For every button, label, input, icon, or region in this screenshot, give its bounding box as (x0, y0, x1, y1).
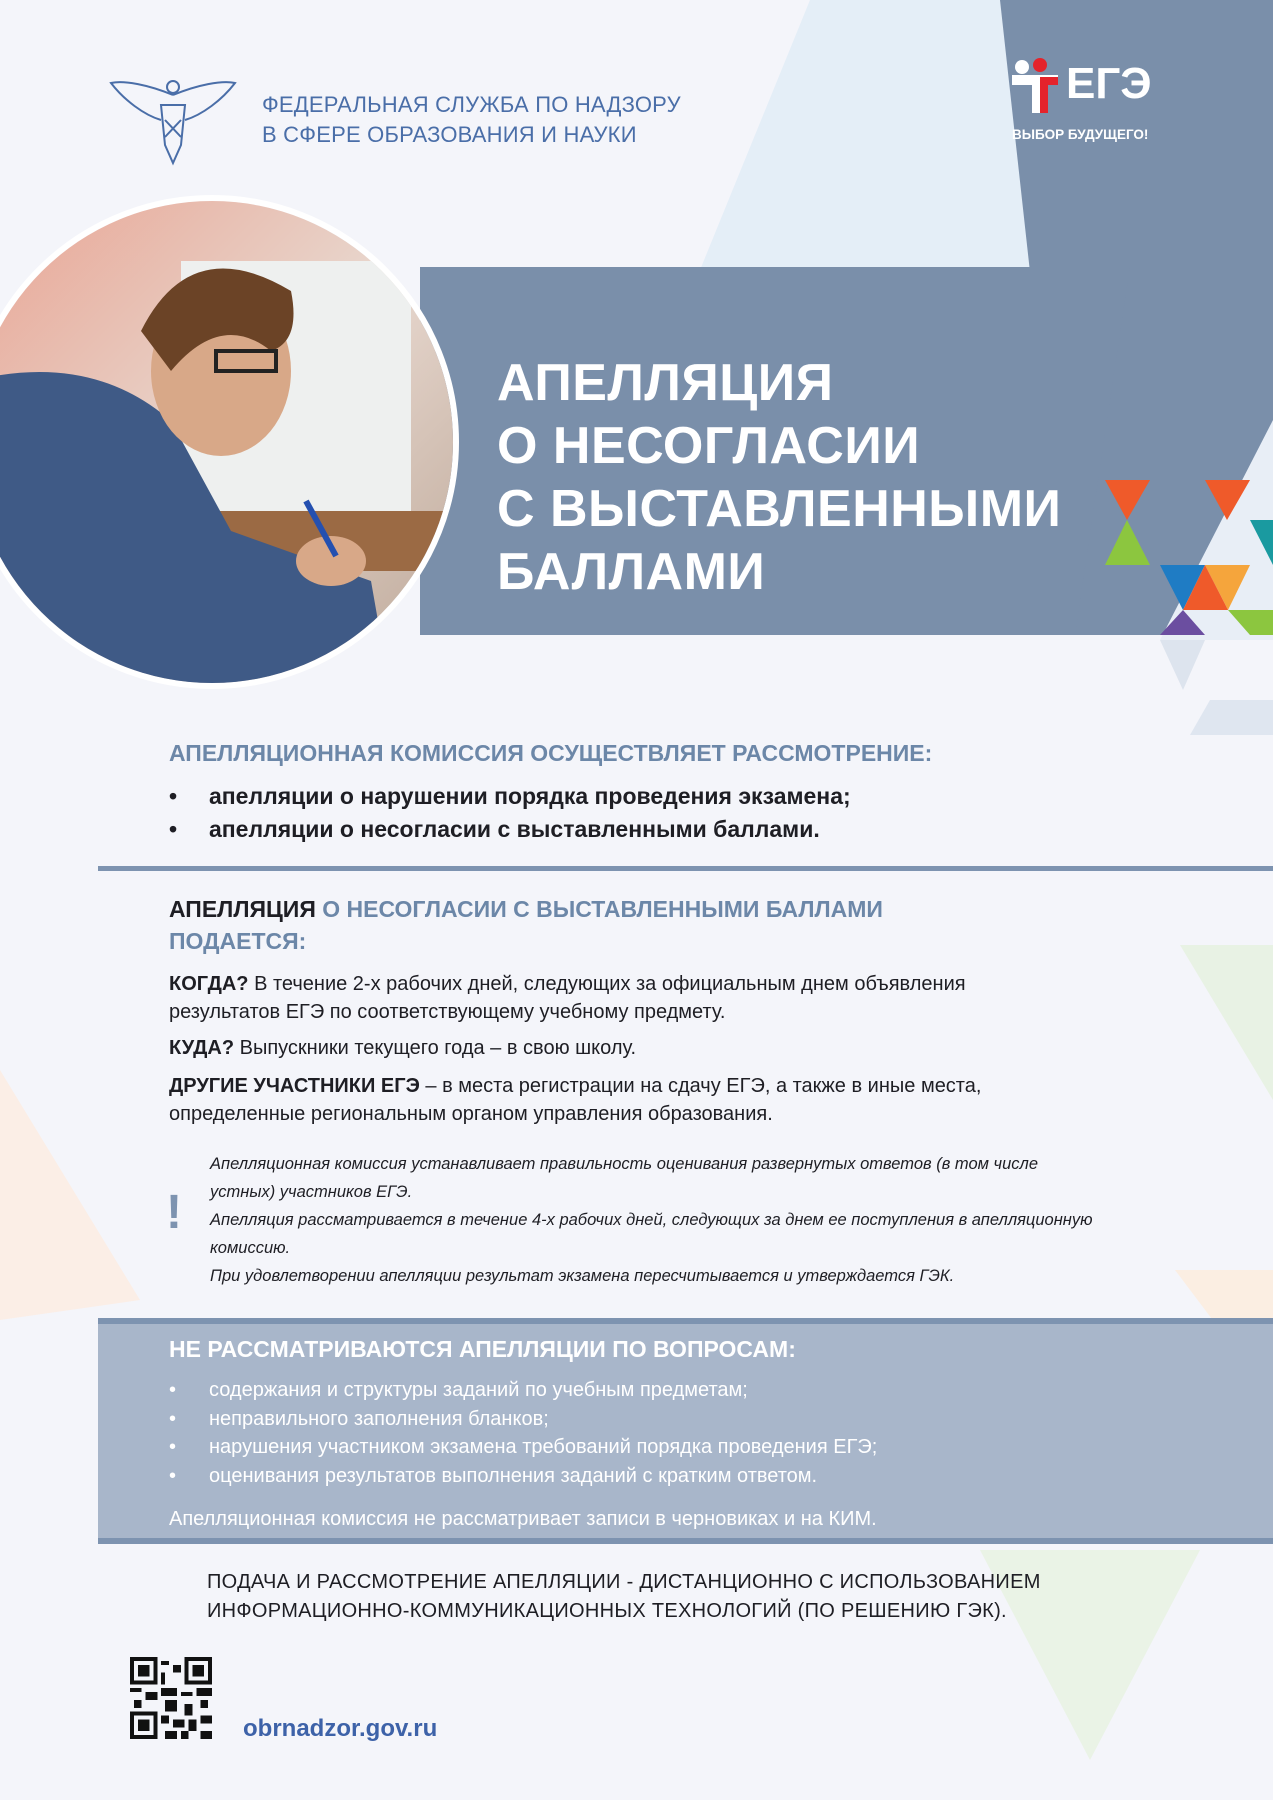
others-paragraph (169, 1072, 1049, 1128)
note-paragraph: Апелляция рассматривается в течение 4-х рабочих дней, следующих за днем ее поступления в апелляционную комиссию. (210, 1211, 1093, 1257)
heading-dark: АПЕЛЛЯЦИЯ (169, 896, 316, 922)
commission-heading: АПЕЛЛЯЦИОННАЯ КОМИССИЯ ОСУЩЕСТВЛЯЕТ РАССМОТРЕНИЕ: (169, 740, 933, 766)
where-label: КУДА? (169, 1037, 235, 1059)
heading-blue: О НЕСОГЛАСИИ С ВЫСТАВЛЕННЫМИ БАЛЛАМИ (315, 896, 883, 922)
rosobrnadzor-emblem-icon (109, 75, 237, 167)
title-line1: АПЕЛЛЯЦИЯ (497, 354, 834, 412)
remote-line2: ИНФОРМАЦИОННО-КОММУНИКАЦИОННЫХ ТЕХНОЛОГИЙ (ПО РЕШЕНИЮ ГЭК). (207, 1600, 1007, 1622)
note-paragraph: Апелляционная комиссия устанавливает правильность оценивания развернутых ответов (в том числе устных) участников ЕГЭ. (210, 1155, 1038, 1201)
title-line2: О НЕСОГЛАСИИ (497, 417, 921, 475)
note-paragraph: При удовлетворении апелляции результат экзамена пересчитывается и утверждается ГЭК. (210, 1267, 955, 1285)
section-divider (98, 866, 1273, 871)
ege-figures-icon (1010, 57, 1070, 115)
ege-logo-text: ЕГЭ (1066, 59, 1152, 108)
title-line3: С ВЫСТАВЛЕННЫМИ (497, 480, 1062, 538)
qr-code-icon[interactable] (130, 1657, 212, 1739)
remote-line1: ПОДАЧА И РАССМОТРЕНИЕ АПЕЛЛЯЦИИ - ДИСТАНЦИОННО С ИСПОЛЬЗОВАНИЕМ (207, 1571, 1041, 1593)
list-item: • нарушения участником экзамена требований порядка проведения ЕГЭ; (169, 1433, 877, 1462)
list-item: • апелляции о нарушении порядка проведения экзамена; (169, 780, 851, 813)
agency-name-line1: ФЕДЕРАЛЬНАЯ СЛУЖБА ПО НАДЗОРУ (262, 92, 681, 117)
when-text: В течение 2-х рабочих дней, следующих за официальным днем объявления результатов ЕГЭ по соответствующему учебному предмету. (169, 973, 966, 1023)
not-considered-list (169, 1376, 877, 1490)
exclamation-icon: ! (166, 1186, 182, 1239)
where-text: Выпускники текущего года – в свою школу. (234, 1037, 637, 1059)
agency-name (262, 90, 681, 150)
website-link[interactable]: obrnadzor.gov.ru (243, 1715, 438, 1742)
not-considered-footer: Апелляционная комиссия не рассматривает записи в черновиках и на КИМ. (169, 1508, 877, 1530)
not-considered-heading: НЕ РАССМАТРИВАЮТСЯ АПЕЛЛЯЦИИ ПО ВОПРОСАМ: (169, 1336, 796, 1362)
note-block (210, 1150, 1100, 1290)
when-label: КОГДА? (169, 973, 249, 995)
when-paragraph (169, 970, 999, 1026)
not-considered-box (98, 1318, 1273, 1544)
ege-logo (1010, 57, 1175, 147)
others-label: ДРУГИЕ УЧАСТНИКИ ЕГЭ (169, 1075, 420, 1097)
agency-name-line2: В СФЕРЕ ОБРАЗОВАНИЯ И НАУКИ (262, 122, 637, 147)
ege-slogan: ВЫБОР БУДУЩЕГО! (1012, 127, 1149, 142)
remote-notice (207, 1568, 1041, 1626)
list-item: • неправильного заполнения бланков; (169, 1405, 877, 1434)
poster-title (497, 352, 1061, 604)
title-line4: БАЛЛАМИ (497, 543, 766, 601)
list-item: • оценивания результатов выполнения заданий с кратким ответом. (169, 1462, 877, 1491)
submission-heading (169, 893, 883, 957)
where-paragraph (169, 1034, 636, 1062)
others-text: – в места регистрации на сдачу ЕГЭ, а также в иные места, определенные региональным органом управления образования. (169, 1075, 982, 1125)
commission-list (169, 780, 851, 846)
list-item: • содержания и структуры заданий по учебным предметам; (169, 1376, 877, 1405)
heading-line2: ПОДАЕТСЯ: (169, 928, 307, 954)
list-item: • апелляции о несогласии с выставленными баллами. (169, 813, 851, 846)
